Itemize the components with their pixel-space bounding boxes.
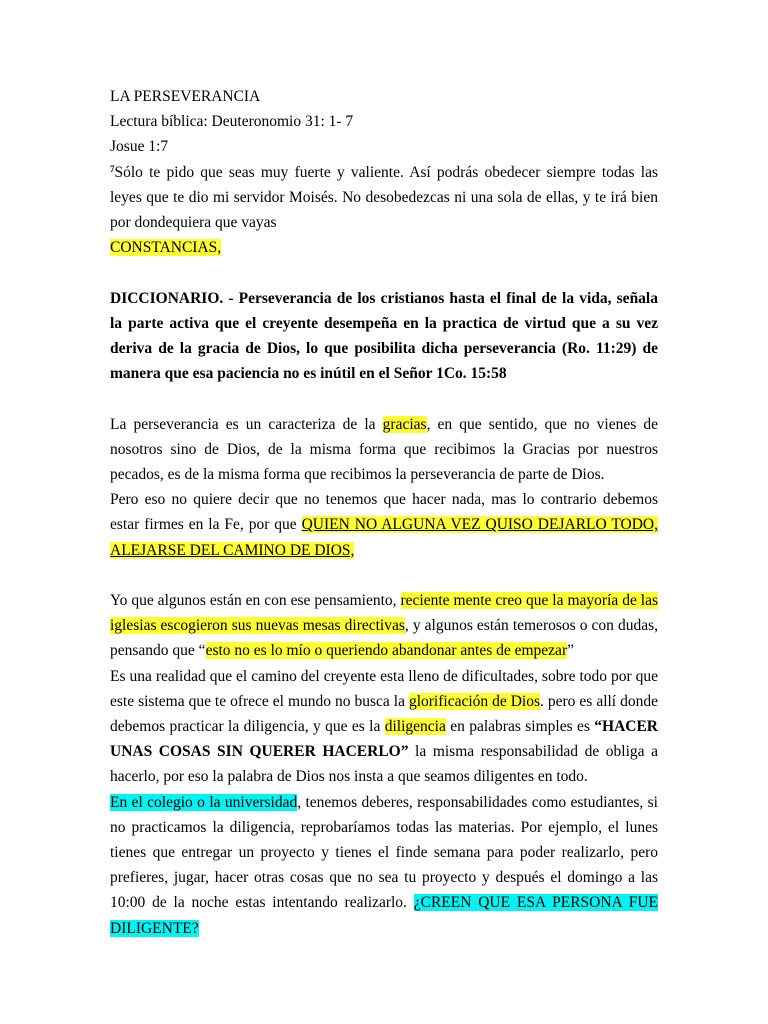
text: la misma responsabilidad de obliga a hacerlo, por eso la palabra de Dios nos insta a que seamos diligentes en todo.: [110, 743, 658, 786]
text: . pero es allí donde debemos practicar la diligencia, y que es la: [110, 692, 658, 736]
paragraph-diligencia: [110, 664, 658, 790]
highlight-quien-no: QUIEN NO ALGUNA VEZ QUISO DEJARLO TODO, ALEJARSE DEL CAMINO DE DIOS,: [110, 516, 658, 559]
text: , tenemos deberes, responsabilidades como estudiantes, si no practicamos la diligencia, reprobaríamos todas las materias. Por ejemplo, el lunes tienes que entregar un proyecto y tienes el finde semana para poder realizarlo, pero prefieres, jugar, hacer otras cosas que no sea tu proyecto y después el domingo a las 10:00 de la noche estas intentando realizarlo.: [110, 793, 658, 912]
text: , en que sentido, que no vienes de nosotros sino de Dios, de la misma forma que recibimos la Gracias por nuestros pecados, es de la misma forma que recibimos la perseverancia de parte de Dios.: [110, 415, 659, 484]
spacer: [110, 563, 658, 588]
highlight-esto-no: esto no es lo mío o queriendo abandonar antes de empezar: [205, 642, 568, 660]
doc-title: LA PERSEVERANCIA: [110, 88, 261, 105]
paragraph-gracias: [110, 412, 658, 488]
highlight-glorificacion: glorificación de Dios: [408, 692, 541, 710]
verse-number: 7: [110, 163, 115, 174]
bold-quote: “HACER UNAS COSAS SIN QUERER HACERLO”: [110, 718, 658, 761]
lectura-biblica: Lectura bíblica: Deuteronomio 31: 1- 7: [110, 113, 354, 131]
text: Yo que algunos están en con ese pensamiento,: [110, 592, 401, 610]
spacer: [110, 386, 658, 411]
text: La perseverancia es un caracteriza de la: [110, 415, 383, 433]
highlight-diligencia: diligencia: [384, 718, 446, 736]
spacer: [110, 260, 658, 285]
paragraph-firmes: [110, 487, 658, 563]
highlight-iglesias: reciente mente creo que la mayoría de las iglesias escogieron sus nuevas mesas directivas: [110, 592, 658, 635]
paragraph-mesas-directivas: [110, 588, 658, 664]
paragraph-colegio: [110, 790, 658, 941]
constancias-heading: [110, 235, 658, 260]
text: Es una realidad que el camino del creyente esta lleno de dificultades, sobre todo por que este sistema que te ofrece el mundo no busca la: [110, 667, 658, 710]
highlight-colegio: En el colegio o la universidad: [110, 793, 298, 811]
text: , y algunos están temerosos o con dudas, pensando que “: [110, 617, 658, 660]
verse-text: Sólo te pido que seas muy fuerte y valiente. Así podrás obedecer siempre todas las leyes que te dio mi servidor Moisés. No desobedezcas ni una sola de ellas, y te irá bien por dondequiera que vayas: [110, 163, 658, 232]
josue-reference: Josue 1:7: [110, 138, 169, 156]
text: ”: [567, 642, 574, 660]
text: Pero eso no quiere decir que no tenemos que hacer nada, mas lo contrario debemos estar firmes en la Fe, por que: [110, 491, 658, 534]
diccionario-paragraph: DICCIONARIO. - Perseverancia de los cristianos hasta el final de la vida, señala la parte activa que el creyente desempeña en la practica de virtud que a su vez deriva de la gracia de Dios, lo que posibilita dicha perseverancia (Ro. 11:29) de manera que esa paciencia no es inútil en el Señor 1Co. 15:58: [110, 289, 658, 383]
constancias-highlight: CONSTANCIAS,: [110, 239, 222, 257]
highlight-gracias: gracias: [382, 415, 427, 433]
verse-paragraph: [110, 160, 658, 236]
highlight-diligente-question: ¿CREEN QUE ESA PERSONA FUE DILIGENTE?: [110, 894, 658, 937]
text: en palabras simples es: [445, 718, 595, 736]
